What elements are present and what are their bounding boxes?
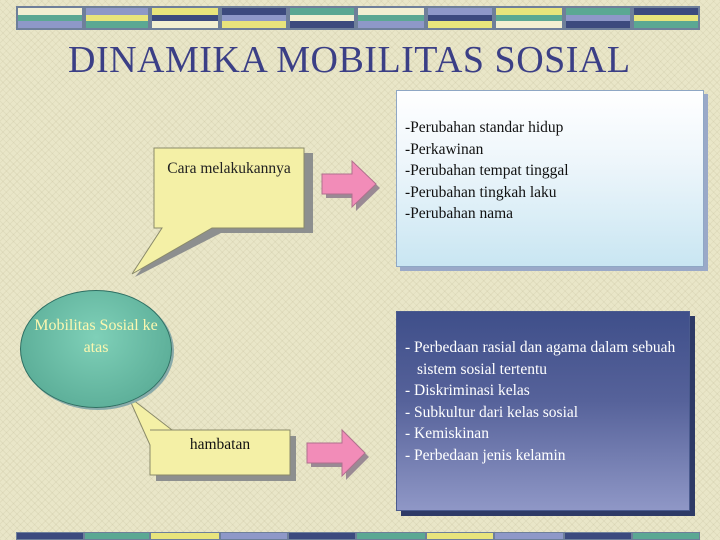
list-item: - Perbedaan rasial dan agama dalam sebuah sistem sosial tertentu — [405, 339, 676, 378]
list-item: -Perubahan standar hidup — [405, 119, 564, 136]
list-item: - Diskriminasi kelas — [405, 382, 530, 400]
arrow-right-icon — [322, 161, 380, 211]
mobilitas-oval — [20, 290, 172, 408]
mobilitas-label: Mobilitas Sosial ke atas — [34, 317, 158, 356]
cara-list — [397, 91, 703, 225]
list-item: - Kemiskinan — [405, 425, 489, 443]
arrow-right-icon — [307, 430, 369, 480]
hambatan-list — [397, 312, 689, 467]
hambatan-list-box — [396, 311, 690, 511]
list-item: -Perubahan nama — [405, 205, 514, 222]
list-item: - Perbedaan jenis kelamin — [405, 446, 566, 464]
list-item: -Perkawinan — [405, 140, 484, 158]
hambatan-label: hambatan — [189, 436, 251, 453]
list-item: -Perubahan tingkah laku — [405, 183, 557, 201]
list-item: - Subkultur dari kelas sosial — [405, 403, 579, 421]
cara-list-box — [396, 90, 704, 267]
slide-title: DINAMIKA MOBILITAS SOSIAL — [68, 39, 631, 81]
list-item: -Perubahan tempat tinggal — [405, 162, 569, 179]
cara-label: Cara melakukannya — [167, 160, 291, 177]
cara-callout — [154, 148, 304, 228]
hambatan-callout — [150, 430, 290, 470]
